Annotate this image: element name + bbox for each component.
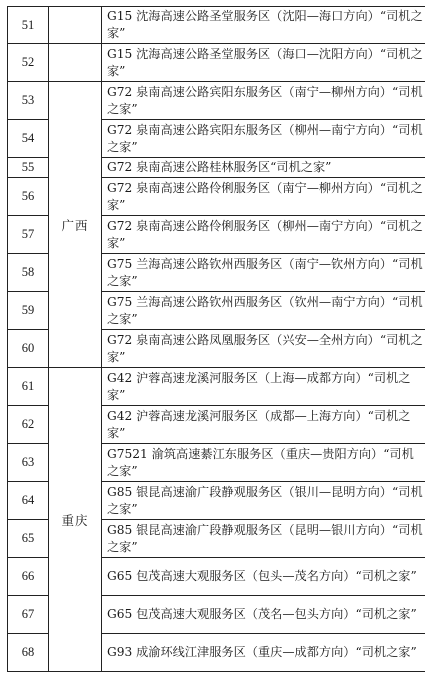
row-number: 58 [8,254,49,292]
row-number: 56 [8,178,49,216]
province-cell [49,44,102,82]
row-number: 66 [8,558,49,596]
station-description: G15 沈海高速公路圣堂服务区（沈阳—海口方向）“司机之家” [102,7,425,44]
station-description: G42 沪蓉高速龙溪河服务区（成都—上海方向）“司机之家” [102,406,425,444]
row-number: 57 [8,216,49,254]
province-cell [49,7,102,44]
station-description: G85 银昆高速渝广段静观服务区（昆明—银川方向）“司机之家” [102,520,425,558]
stations-table [7,6,425,672]
row-number: 54 [8,120,49,158]
table-row [8,7,425,44]
station-description: G72 泉南高速公路桂林服务区“司机之家” [102,158,425,178]
row-number: 65 [8,520,49,558]
row-number: 64 [8,482,49,520]
station-description: G72 泉南高速公路宾阳东服务区（南宁—柳州方向）“司机之家” [102,82,425,120]
row-number: 60 [8,330,49,368]
station-description: G75 兰海高速公路钦州西服务区（钦州—南宁方向）“司机之家” [102,292,425,330]
station-description: G75 兰海高速公路钦州西服务区（南宁—钦州方向）“司机之家” [102,254,425,292]
station-description: G65 包茂高速大观服务区（茂名—包头方向）“司机之家” [102,596,425,634]
row-number: 67 [8,596,49,634]
station-description: G72 泉南高速公路伶俐服务区（柳州—南宁方向）“司机之家” [102,216,425,254]
table-row [8,82,425,120]
table-row [8,368,425,406]
row-number: 68 [8,634,49,672]
province-chongqing: 重庆 [49,368,102,672]
station-description: G85 银昆高速渝广段静观服务区（银川—昆明方向）“司机之家” [102,482,425,520]
station-description: G65 包茂高速大观服务区（包头—茂名方向）“司机之家” [102,558,425,596]
station-description: G72 泉南高速公路伶俐服务区（南宁—柳州方向）“司机之家” [102,178,425,216]
station-description: G7521 渝筑高速綦江东服务区（重庆—贵阳方向）“司机之家” [102,444,425,482]
row-number: 62 [8,406,49,444]
row-number: 59 [8,292,49,330]
station-description: G93 成渝环线江津服务区（重庆—成都方向）“司机之家” [102,634,425,672]
table-row [8,44,425,82]
row-number: 63 [8,444,49,482]
row-number: 51 [8,7,49,44]
province-guangxi: 广西 [49,82,102,368]
station-description: G72 泉南高速公路宾阳东服务区（柳州—南宁方向）“司机之家” [102,120,425,158]
station-description: G15 沈海高速公路圣堂服务区（海口—沈阳方向）“司机之家” [102,44,425,82]
station-description: G42 沪蓉高速龙溪河服务区（上海—成都方向）“司机之家” [102,368,425,406]
row-number: 53 [8,82,49,120]
station-description: G72 泉南高速公路凤凰服务区（兴安—全州方向）“司机之家” [102,330,425,368]
row-number: 55 [8,158,49,178]
row-number: 52 [8,44,49,82]
row-number: 61 [8,368,49,406]
